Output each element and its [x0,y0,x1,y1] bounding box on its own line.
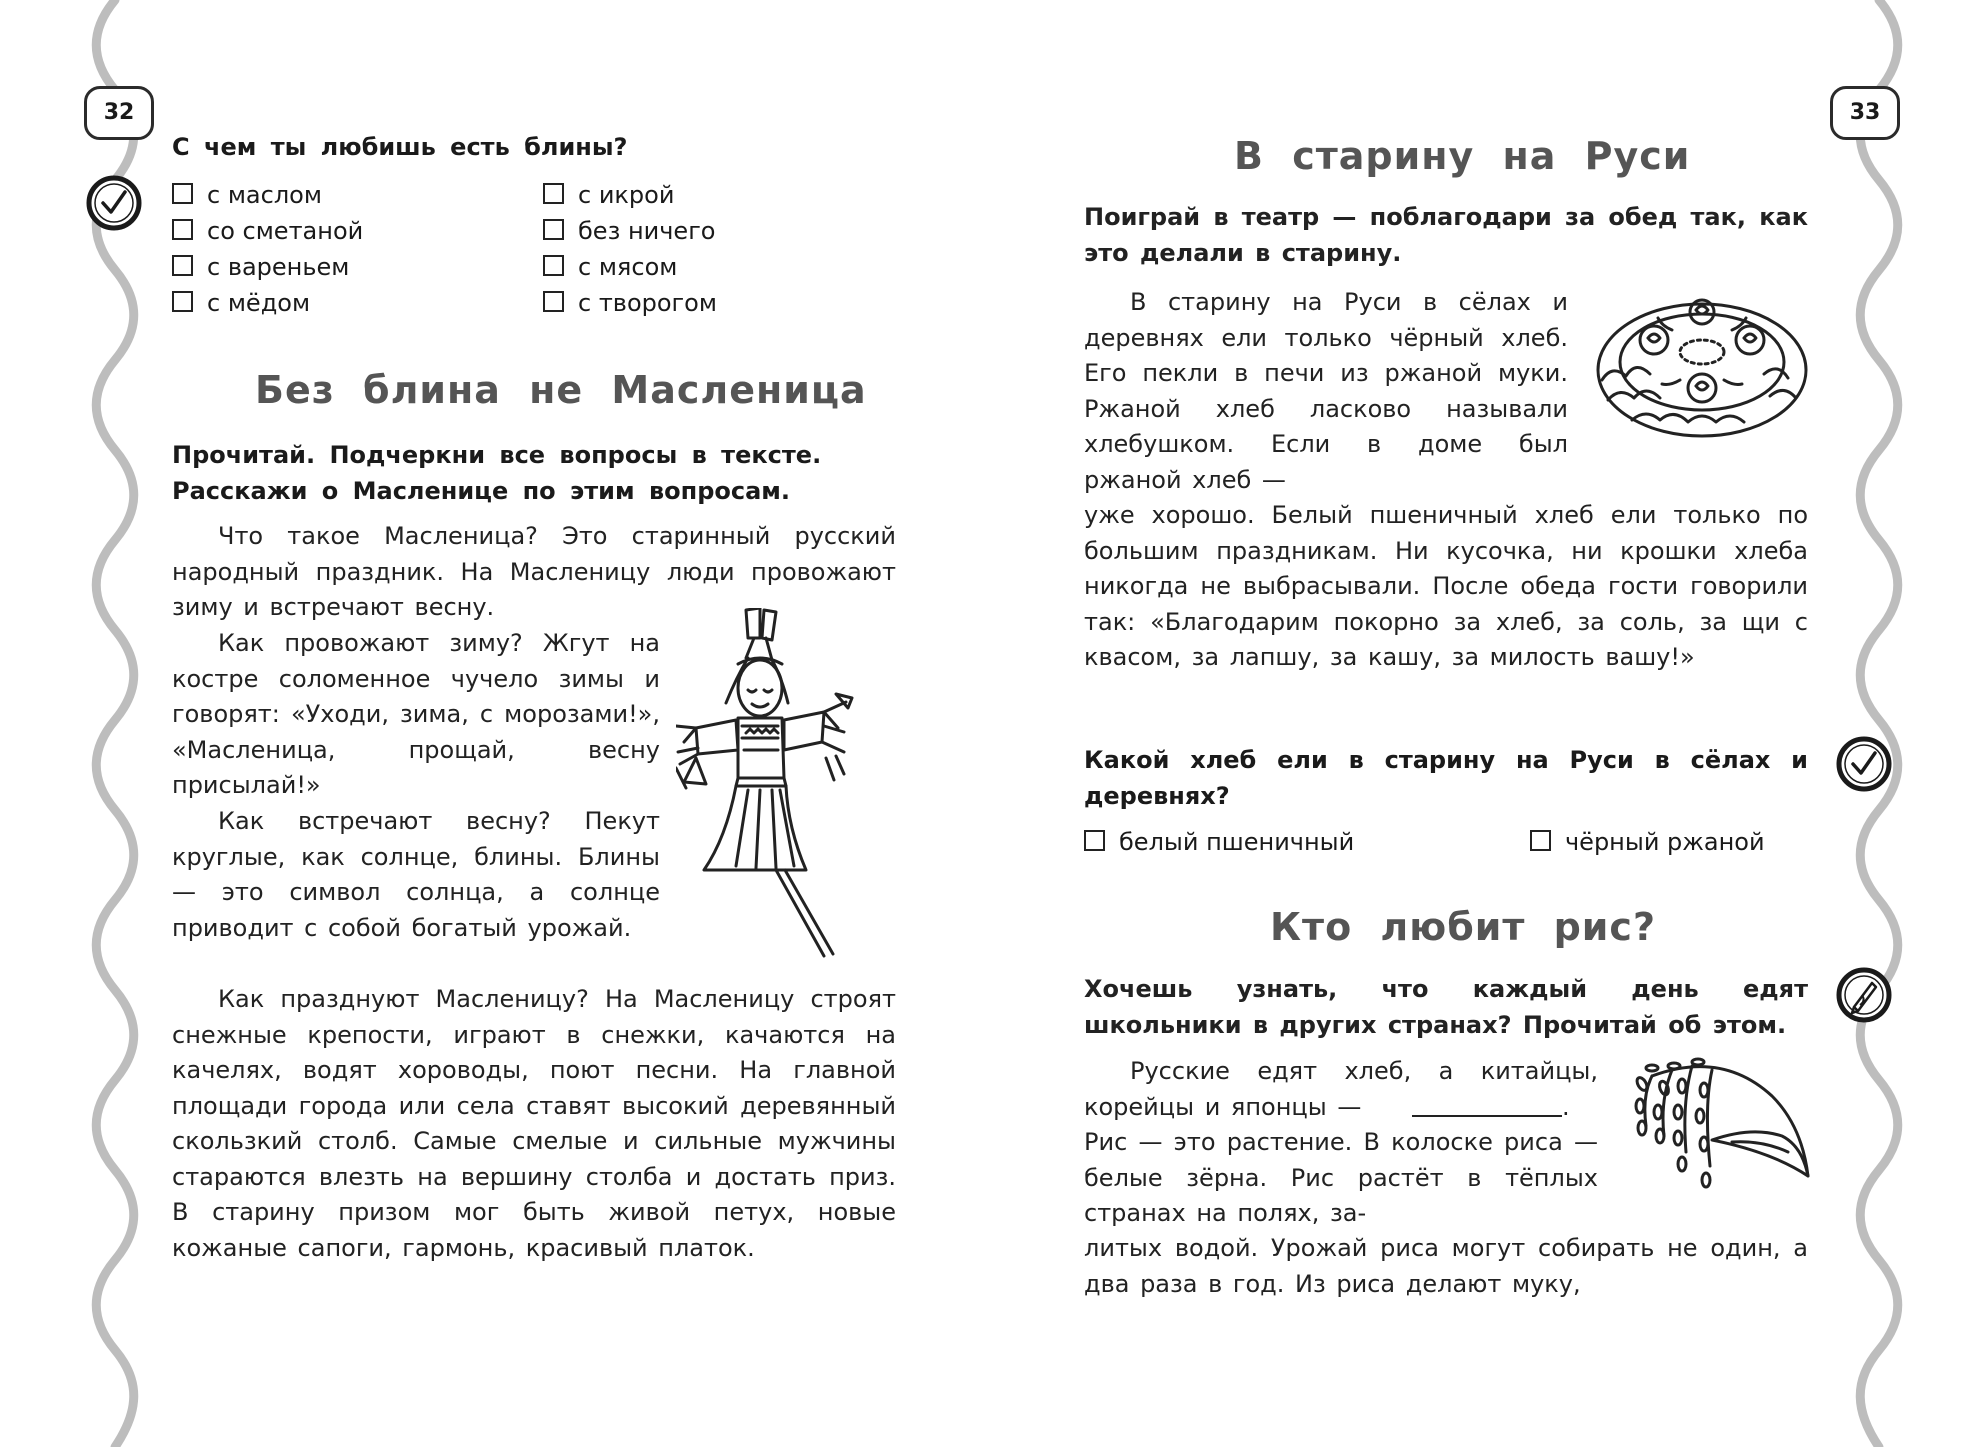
task-instruction: Прочитай. Подчеркни все вопросы в тексте. Расскажи о Масленице по этим вопросам. [172,441,822,505]
page-number: 33 [1830,86,1900,140]
checkbox-icon[interactable] [172,291,193,312]
paragraph: Что такое Масленица? Это старинный русский народный праздник. На Масленицу люди провожают зиму и встречают весну. [172,522,896,621]
reading-pen-icon [1834,965,1894,1025]
checkbox-icon[interactable] [172,219,193,240]
bread-loaf-illustration [1592,280,1812,460]
checkbox-option[interactable]: с мёдом [172,285,363,321]
question-pancakes: С чем ты любишь есть блины? [172,133,628,161]
paragraph: Как провожают зиму? Жгут на костре соломенное чучело зимы и говорят: «Уходи, зима, с морозами!», «Масленица, прощай, весну присылай!» [172,629,660,799]
checkbox-icon[interactable] [1530,830,1551,851]
checkbox-option[interactable]: без ничего [543,213,717,249]
answer-blank[interactable] [1412,1093,1562,1117]
checkbox-option-white-bread[interactable]: белый пшеничный [1084,824,1354,860]
wavy-border-right [1844,0,1914,1447]
options-column-1 [172,177,363,321]
checkbox-icon[interactable] [172,183,193,204]
checkbox-option-rye-bread[interactable]: чёрный ржаной [1530,824,1765,860]
scarecrow-illustration [676,608,906,960]
section-title-maslenitsa: Без блина не Масленица [255,368,867,412]
checkmark-circle-icon [1834,734,1894,794]
task-instruction: Поиграй в театр — поблагодари за обед так, как это делали в старину. [1084,203,1808,267]
checkbox-option[interactable]: с икрой [543,177,717,213]
checkbox-icon[interactable] [1084,830,1105,851]
checkbox-icon[interactable] [543,291,564,312]
checkbox-icon[interactable] [172,255,193,276]
checkbox-option[interactable]: с мясом [543,249,717,285]
paragraph: литых водой. Урожай риса могут собирать не один, а два раза в год. Из риса делают муку, [1084,1234,1808,1298]
paragraph: Как празднуют Масленицу? На Масленицу строят снежные крепости, играют в снежки, качаются на качелях, водят хороводы, поют песни. На главной площади города или села ставят высокий деревянный скользкий столб. Самые смелые и сильные мужчины стараются влезть на вершину столба и достать приз. В старину призом мог быть живой петух, новые кожаные сапоги, гармонь, красивый платок. [172,985,896,1262]
checkbox-option[interactable]: со сметаной [172,213,363,249]
checkbox-icon[interactable] [543,219,564,240]
checkbox-option[interactable]: с маслом [172,177,363,213]
rice-paragraph-top: Русские едят хлеб, а китайцы, корейцы и японцы — . Рис — это растение. В колоске риса — белые зёрна. Рис растёт в тёплых странах на полях, за- [1084,1057,1598,1227]
task-instruction: Хочешь узнать, что каждый день едят школьники в других странах? Прочитай об этом. [1084,975,1808,1039]
section-title-rice: Кто любит рис? [1270,905,1657,949]
checkbox-icon[interactable] [543,183,564,204]
checkbox-option[interactable]: с вареньем [172,249,363,285]
paragraph: Как встречают весну? Пекут круглые, как солнце, блины. Блины — это символ солнца, а солнце приводит с собой богатый урожай. [172,807,660,942]
rice-plant-illustration [1612,1056,1812,1216]
question-bread: Какой хлеб ели в старину на Руси в сёлах и деревнях? [1084,746,1808,810]
paragraph: В старину на Руси в сёлах и деревнях ели только чёрный хлеб. Его пекли в печи из ржаной муки. Ржаной хлеб ласково называли хлебушком. Если в доме был ржаной хлеб — [1084,288,1568,494]
checkbox-option[interactable]: с творогом [543,285,717,321]
checkmark-circle-icon [84,173,144,233]
checkbox-icon[interactable] [543,255,564,276]
page-number: 32 [84,86,154,140]
section-title-old-russia: В старину на Руси [1234,134,1691,178]
options-column-2 [543,177,717,321]
paragraph: уже хорошо. Белый пшеничный хлеб ели только по большим праздникам. Ни кусочка, ни крошки хлеба никогда не выбрасывали. После обеда гости говорили так: «Благодарим покорно за хлеб, за соль, за щи с квасом, за лапшу, за кашу, за милость вашу!» [1084,501,1808,671]
